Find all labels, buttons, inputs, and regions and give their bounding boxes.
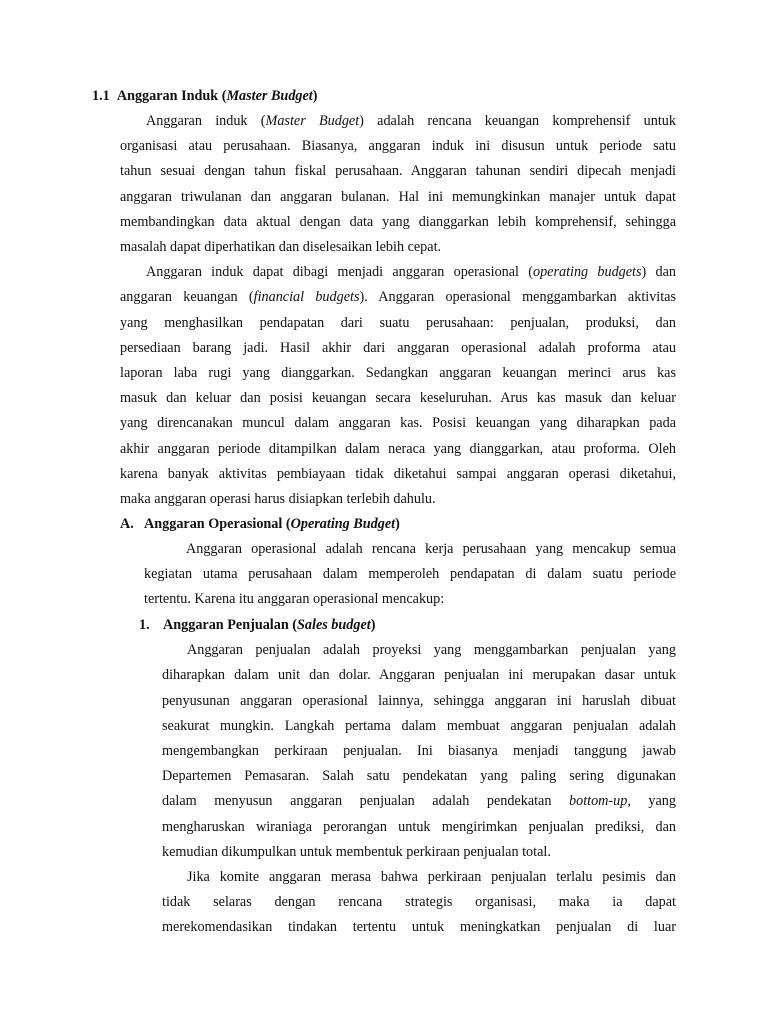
paragraph-line: merekomendasikan tindakan tertentu untuk meningkatkan penjualan di luar: [162, 919, 676, 935]
paragraph-line: masalah dapat diperhatikan dan diselesaikan lebih cepat.: [120, 239, 442, 255]
paragraph-line: Anggaran induk (Master Budget) adalah rencana keuangan komprehensif untuk: [146, 113, 676, 129]
paragraph-line: maka anggaran operasi harus disiapkan terlebih dahulu.: [120, 491, 436, 507]
paragraph-line: persediaan barang jadi. Hasil akhir dari anggaran operasional adalah proforma atau: [120, 340, 676, 356]
paragraph-line: Anggaran induk dapat dibagi menjadi anggaran operasional (operating budgets) dan: [146, 264, 676, 280]
section-heading-1-1: 1.1 Anggaran Induk (Master Budget): [92, 88, 318, 104]
paragraph-line: seakurat mungkin. Langkah pertama dalam membuat anggaran penjualan adalah: [162, 718, 676, 734]
paragraph-line: yang direncanakan muncul dalam anggaran kas. Posisi keuangan yang diharapkan pada: [120, 415, 676, 431]
section-heading-a: A. Anggaran Operasional (Operating Budget): [120, 516, 400, 532]
paragraph-line: kegiatan utama perusahaan dalam memperoleh pendapatan di dalam suatu periode: [144, 566, 676, 582]
paragraph-line: anggaran triwulanan dan anggaran bulanan. Hal ini memungkinkan manajer untuk dapat: [120, 189, 676, 205]
paragraph-line: karena banyak aktivitas pembiayaan tidak diketahui sampai anggaran operasi diketahui,: [120, 466, 676, 482]
paragraph-line: Anggaran operasional adalah rencana kerja perusahaan yang mencakup semua: [186, 541, 676, 557]
section-letter: A.: [120, 516, 134, 532]
section-number: 1.1: [92, 88, 110, 104]
paragraph-line: kemudian dikumpulkan untuk membentuk perkiraan penjualan total.: [162, 844, 551, 860]
paragraph-line: diharapkan dalam unit dan dolar. Anggaran penjualan ini merupakan dasar untuk: [162, 667, 676, 683]
paragraph-line: yang menghasilkan pendapatan dari suatu perusahaan: penjualan, produksi, dan: [120, 315, 676, 331]
paragraph-line: akhir anggaran periode ditampilkan dalam neraca yang dianggarkan, atau proforma. Oleh: [120, 441, 676, 457]
paragraph-line: laporan laba rugi yang dianggarkan. Sedangkan anggaran keuangan merinci arus kas: [120, 365, 676, 381]
paragraph-line: tertentu. Karena itu anggaran operasional mencakup:: [144, 591, 445, 607]
paragraph-line: Jika komite anggaran merasa bahwa perkiraan penjualan terlalu pesimis dan: [187, 869, 676, 885]
section-number: 1.: [139, 617, 150, 633]
paragraph-line: dalam menyusun anggaran penjualan adalah pendekatan bottom-up, yang: [162, 793, 676, 809]
paragraph-line: anggaran keuangan (financial budgets). Anggaran operasional menggambarkan aktivitas: [120, 289, 677, 305]
paragraph-line: Departemen Pemasaran. Salah satu pendekatan yang paling sering digunakan: [162, 768, 676, 784]
paragraph-line: mengharuskan wiraniaga perorangan untuk mengirimkan penjualan prediksi, dan: [162, 819, 676, 835]
paragraph-line: Anggaran penjualan adalah proyeksi yang menggambarkan penjualan yang: [187, 642, 676, 658]
paragraph-line: membandingkan data aktual dengan data yang dianggarkan lebih komprehensif, sehingga: [120, 214, 676, 230]
paragraph-line: penyusunan anggaran operasional lainnya, sehingga anggaran ini haruslah dibuat: [162, 693, 676, 709]
paragraph-line: mengembangkan perkiraan penjualan. Ini biasanya menjadi tanggung jawab: [162, 743, 676, 759]
paragraph-line: masuk dan keluar dan posisi keuangan secara keseluruhan. Arus kas masuk dan keluar: [120, 390, 676, 406]
section-heading-1: 1. Anggaran Penjualan (Sales budget): [139, 617, 376, 633]
paragraph-line: tidak selaras dengan rencana strategis organisasi, maka ia dapat: [162, 894, 676, 910]
paragraph-line: organisasi atau perusahaan. Biasanya, anggaran induk ini disusun untuk periode satu: [120, 138, 676, 154]
paragraph-line: tahun sesuai dengan tahun fiskal perusahaan. Anggaran tahunan sendiri dipecah menjadi: [120, 163, 676, 179]
